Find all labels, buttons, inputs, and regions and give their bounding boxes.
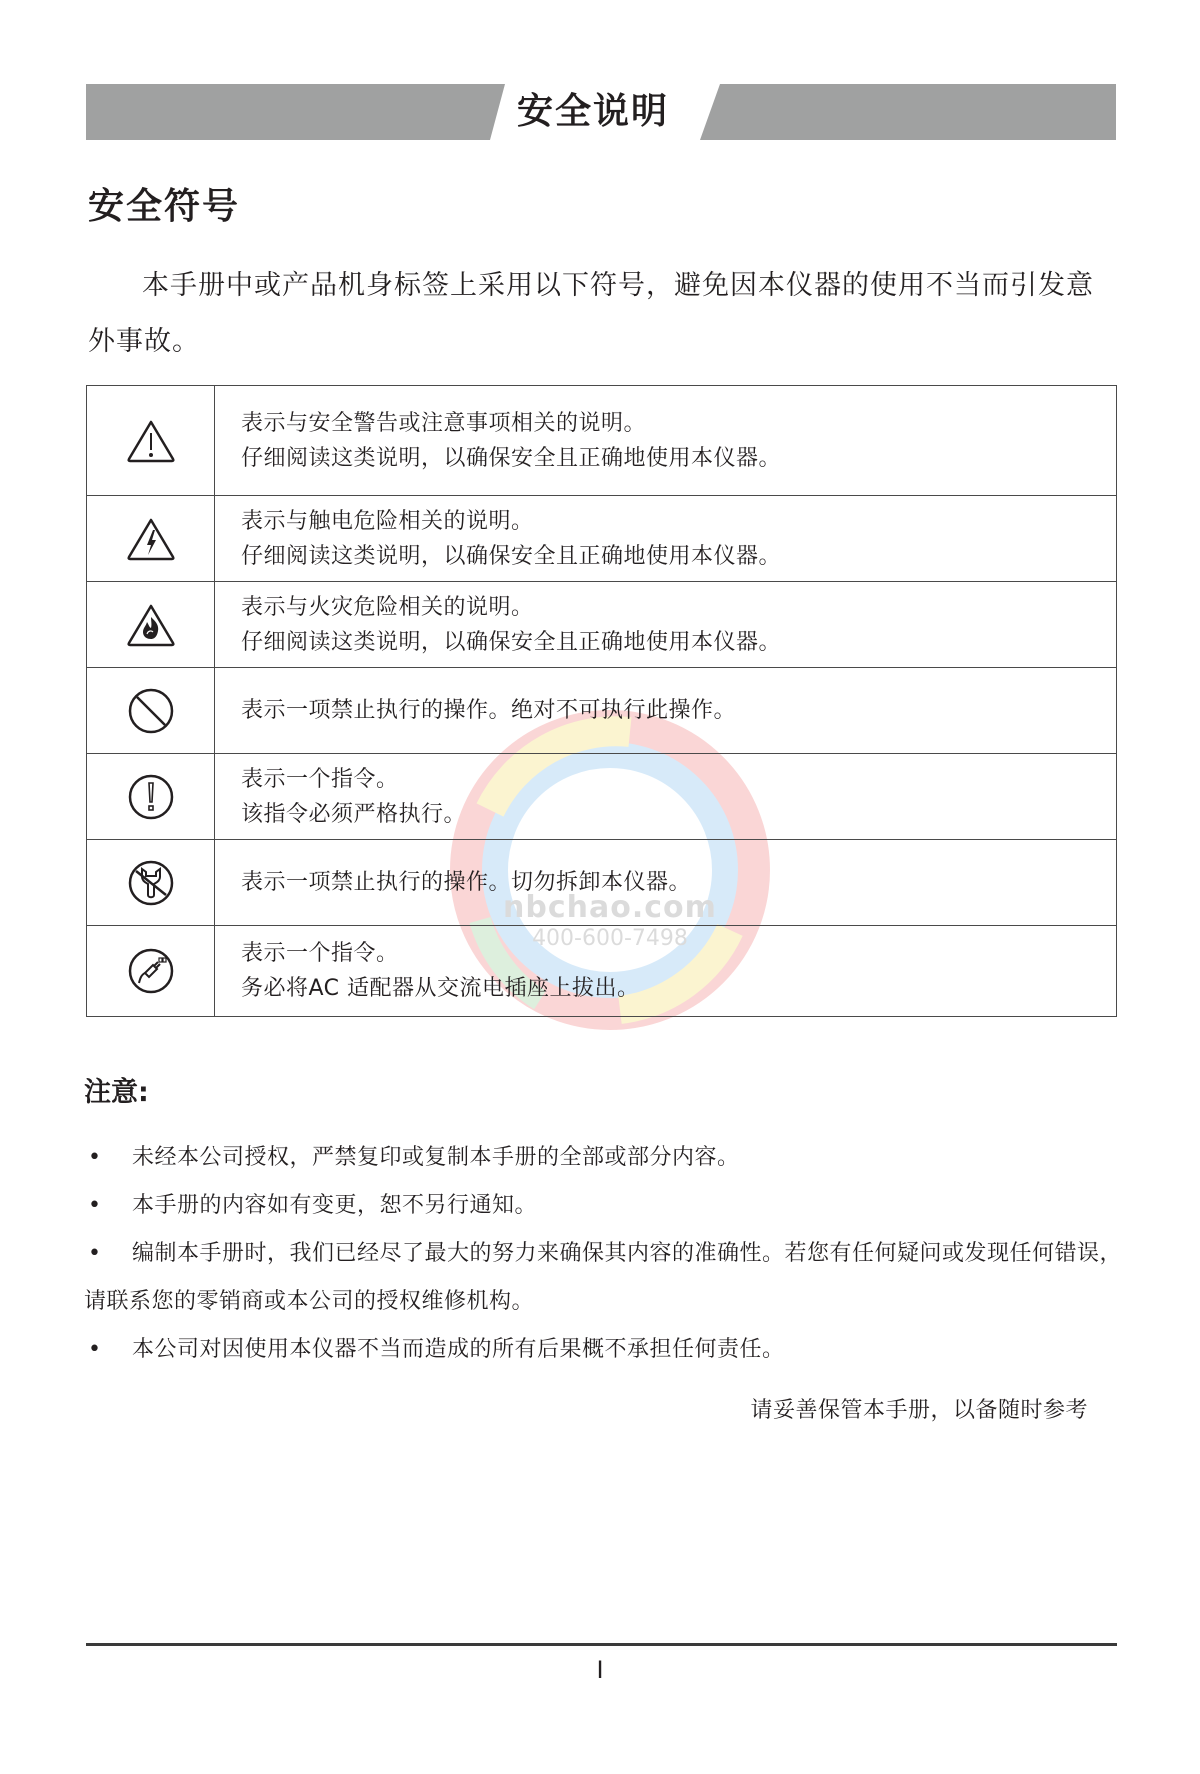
icon-cell <box>87 386 215 496</box>
note-text: 本公司对因使用本仪器不当而造成的所有后果概不承担任何责任。 <box>132 1337 785 1362</box>
section-banner <box>86 84 1116 140</box>
description-line: 表示与安全警告或注意事项相关的说明。 <box>241 410 647 436</box>
bullet: • <box>88 1145 102 1170</box>
description-line: 表示一项禁止执行的操作。切勿拆卸本仪器。 <box>241 870 692 895</box>
section-title: 安全符号 <box>88 186 241 227</box>
table-row <box>87 582 1117 668</box>
description-cell <box>215 386 1117 496</box>
page-number: I <box>596 1656 604 1684</box>
intro-paragraph: 本手册中或产品机身标签上采用以下符号，避免因本仪器的使用不当而引发意外事故。 <box>88 270 1094 357</box>
icon-cell <box>87 926 215 1017</box>
description-line: 该指令必须严格执行。 <box>241 801 467 827</box>
icon-cell <box>87 496 215 582</box>
table-row <box>87 496 1117 582</box>
icon-cell <box>87 668 215 754</box>
note-text: 未经本公司授权，严禁复印或复制本手册的全部或部分内容。 <box>132 1145 740 1170</box>
description-cell <box>215 668 1117 754</box>
note-text: 本手册的内容如有变更，恕不另行通知。 <box>132 1193 538 1218</box>
description-cell <box>215 926 1117 1017</box>
description-line: 表示一个指令。 <box>241 766 399 792</box>
note-text: 编制本手册时，我们已经尽了最大的努力来确保其内容的准确性。若您有任何疑问或发现任何错误，请联系您的零销商或本公司的授权维修机构。 <box>84 1241 1123 1314</box>
symbol-table <box>86 385 1117 1017</box>
prohibition-icon <box>87 687 214 735</box>
description-line: 表示与触电危险相关的说明。 <box>241 508 534 534</box>
description-line: 表示一项禁止执行的操作。绝对不可执行此操作。 <box>241 698 737 723</box>
table-row <box>87 840 1117 926</box>
table-row <box>87 754 1117 840</box>
icon-cell <box>87 754 215 840</box>
icon-cell <box>87 840 215 926</box>
notes-title: 注意: <box>84 1077 149 1108</box>
description-cell <box>215 840 1117 926</box>
footer-divider <box>86 1643 1117 1646</box>
description-line: 仔细阅读这类说明，以确保安全且正确地使用本仪器。 <box>241 445 782 471</box>
bullet: • <box>88 1193 102 1218</box>
notes-list <box>84 1134 1124 1374</box>
description-line: 表示与火灾危险相关的说明。 <box>241 594 534 620</box>
description-line: 仔细阅读这类说明，以确保安全且正确地使用本仪器。 <box>241 543 782 569</box>
list-item <box>84 1230 1124 1326</box>
banner-title: 安全说明 <box>516 91 669 132</box>
fire-hazard-icon <box>87 603 214 647</box>
description-cell <box>215 754 1117 840</box>
list-item <box>84 1182 1124 1230</box>
bullet: • <box>88 1337 102 1362</box>
unplug-icon <box>87 947 214 995</box>
description-cell <box>215 496 1117 582</box>
no-disassembly-icon <box>87 859 214 907</box>
table-row <box>87 926 1117 1017</box>
list-item <box>84 1326 1124 1374</box>
description-line: 务必将AC 适配器从交流电插座上拔出。 <box>241 976 640 1001</box>
bullet: • <box>88 1241 102 1266</box>
closing-note: 请妥善保管本手册，以备随时参考 <box>750 1398 1088 1423</box>
watermark-phone: 400-600-7498 <box>532 926 688 951</box>
mandatory-exclamation-icon <box>87 773 214 821</box>
electric-shock-icon <box>87 517 214 561</box>
icon-cell <box>87 582 215 668</box>
list-item <box>84 1134 1124 1182</box>
table-row <box>87 668 1117 754</box>
table-row <box>87 386 1117 496</box>
description-line: 表示一个指令。 <box>241 941 399 966</box>
description-cell <box>215 582 1117 668</box>
warning-triangle-icon <box>87 419 214 463</box>
description-line: 仔细阅读这类说明，以确保安全且正确地使用本仪器。 <box>241 629 782 655</box>
watermark-site: nbchao.com <box>503 890 717 925</box>
